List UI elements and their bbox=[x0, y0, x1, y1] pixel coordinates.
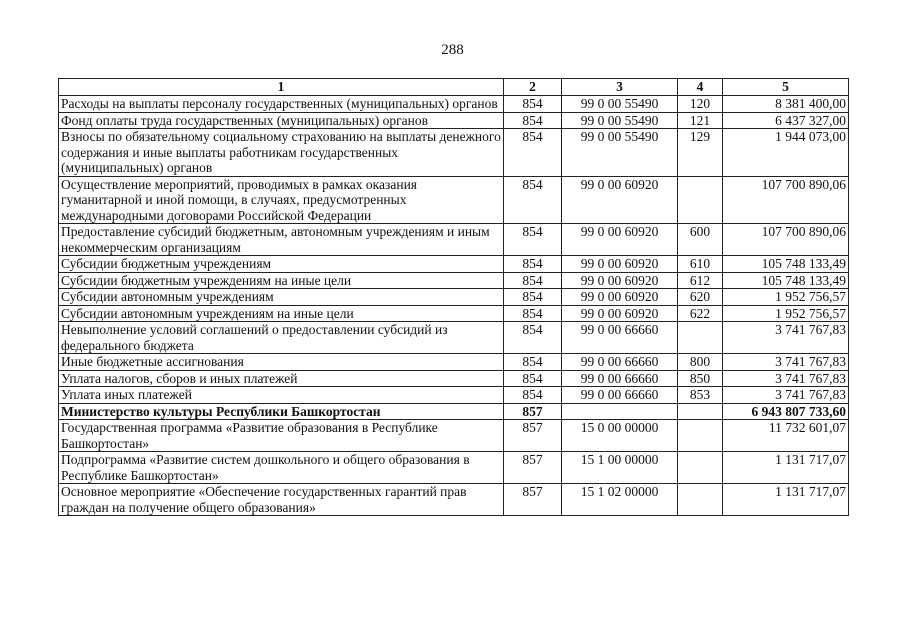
table-row bbox=[59, 96, 849, 113]
amount-cell: 1 952 756,57 bbox=[723, 305, 849, 322]
code-cell: 854 bbox=[504, 129, 562, 177]
type-cell: 121 bbox=[678, 112, 723, 129]
type-cell: 853 bbox=[678, 387, 723, 404]
code-cell: 854 bbox=[504, 224, 562, 256]
code-cell: 854 bbox=[504, 305, 562, 322]
table-row bbox=[59, 484, 849, 516]
code-cell: 854 bbox=[504, 112, 562, 129]
table-row bbox=[59, 224, 849, 256]
name-cell: Подпрограмма «Развитие систем дошкольного и общего образования в Республике Башкортостан» bbox=[59, 452, 504, 484]
header-col-4: 4 bbox=[678, 79, 723, 96]
amount-cell: 107 700 890,06 bbox=[723, 224, 849, 256]
target-cell: 15 0 00 00000 bbox=[562, 420, 678, 452]
target-cell: 99 0 00 55490 bbox=[562, 112, 678, 129]
table-header-row bbox=[59, 79, 849, 96]
amount-cell: 105 748 133,49 bbox=[723, 256, 849, 273]
code-cell: 857 bbox=[504, 452, 562, 484]
code-cell: 857 bbox=[504, 420, 562, 452]
amount-cell: 1 131 717,07 bbox=[723, 452, 849, 484]
target-cell: 99 0 00 60920 bbox=[562, 256, 678, 273]
amount-cell: 107 700 890,06 bbox=[723, 176, 849, 224]
target-cell: 15 1 02 00000 bbox=[562, 484, 678, 516]
table-row bbox=[59, 322, 849, 354]
code-cell: 854 bbox=[504, 256, 562, 273]
table-row bbox=[59, 176, 849, 224]
type-cell: 129 bbox=[678, 129, 723, 177]
table-body bbox=[59, 96, 849, 516]
type-cell bbox=[678, 452, 723, 484]
code-cell: 854 bbox=[504, 387, 562, 404]
header-col-1: 1 bbox=[59, 79, 504, 96]
code-cell: 857 bbox=[504, 484, 562, 516]
target-cell: 99 0 00 55490 bbox=[562, 96, 678, 113]
amount-cell: 3 741 767,83 bbox=[723, 354, 849, 371]
code-cell: 854 bbox=[504, 370, 562, 387]
name-cell: Министерство культуры Республики Башкортостан bbox=[59, 403, 504, 420]
table-row bbox=[59, 370, 849, 387]
amount-cell: 3 741 767,83 bbox=[723, 322, 849, 354]
name-cell: Взносы по обязательному социальному страхованию на выплаты денежного содержания и иные выплаты работникам государственных (муниципальных) органов bbox=[59, 129, 504, 177]
target-cell: 15 1 00 00000 bbox=[562, 452, 678, 484]
table-row bbox=[59, 305, 849, 322]
table-row bbox=[59, 112, 849, 129]
table-row bbox=[59, 289, 849, 306]
table-row bbox=[59, 272, 849, 289]
budget-table bbox=[58, 78, 849, 516]
type-cell bbox=[678, 484, 723, 516]
code-cell: 854 bbox=[504, 272, 562, 289]
table-row bbox=[59, 452, 849, 484]
name-cell: Государственная программа «Развитие образования в Республике Башкортостан» bbox=[59, 420, 504, 452]
header-col-2: 2 bbox=[504, 79, 562, 96]
target-cell bbox=[562, 403, 678, 420]
name-cell: Иные бюджетные ассигнования bbox=[59, 354, 504, 371]
target-cell: 99 0 00 60920 bbox=[562, 176, 678, 224]
code-cell: 854 bbox=[504, 322, 562, 354]
target-cell: 99 0 00 66660 bbox=[562, 322, 678, 354]
target-cell: 99 0 00 55490 bbox=[562, 129, 678, 177]
table-row bbox=[59, 387, 849, 404]
name-cell: Фонд оплаты труда государственных (муниципальных) органов bbox=[59, 112, 504, 129]
target-cell: 99 0 00 66660 bbox=[562, 387, 678, 404]
name-cell: Субсидии автономным учреждениям bbox=[59, 289, 504, 306]
table-row bbox=[59, 420, 849, 452]
type-cell: 622 bbox=[678, 305, 723, 322]
type-cell bbox=[678, 176, 723, 224]
type-cell bbox=[678, 403, 723, 420]
target-cell: 99 0 00 60920 bbox=[562, 289, 678, 306]
name-cell: Предоставление субсидий бюджетным, автономным учреждениям и иным некоммерческим организациям bbox=[59, 224, 504, 256]
name-cell: Основное мероприятие «Обеспечение государственных гарантий прав граждан на получение общего образования» bbox=[59, 484, 504, 516]
target-cell: 99 0 00 60920 bbox=[562, 224, 678, 256]
type-cell: 120 bbox=[678, 96, 723, 113]
table-row bbox=[59, 256, 849, 273]
code-cell: 854 bbox=[504, 289, 562, 306]
type-cell bbox=[678, 322, 723, 354]
type-cell bbox=[678, 420, 723, 452]
name-cell: Субсидии бюджетным учреждениям на иные цели bbox=[59, 272, 504, 289]
amount-cell: 11 732 601,07 bbox=[723, 420, 849, 452]
name-cell: Субсидии бюджетным учреждениям bbox=[59, 256, 504, 273]
amount-cell: 6 437 327,00 bbox=[723, 112, 849, 129]
name-cell: Расходы на выплаты персоналу государственных (муниципальных) органов bbox=[59, 96, 504, 113]
target-cell: 99 0 00 66660 bbox=[562, 370, 678, 387]
target-cell: 99 0 00 60920 bbox=[562, 272, 678, 289]
amount-cell: 1 952 756,57 bbox=[723, 289, 849, 306]
table-row bbox=[59, 129, 849, 177]
code-cell: 854 bbox=[504, 176, 562, 224]
page-number: 288 bbox=[441, 42, 464, 58]
name-cell: Осуществление мероприятий, проводимых в рамках оказания гуманитарной и иной помощи, в случаях, предусмотренных международными договорами Российской Федерации bbox=[59, 176, 504, 224]
target-cell: 99 0 00 66660 bbox=[562, 354, 678, 371]
table-row bbox=[59, 403, 849, 420]
name-cell: Уплата иных платежей bbox=[59, 387, 504, 404]
amount-cell: 3 741 767,83 bbox=[723, 370, 849, 387]
code-cell: 854 bbox=[504, 354, 562, 371]
amount-cell: 1 131 717,07 bbox=[723, 484, 849, 516]
code-cell: 857 bbox=[504, 403, 562, 420]
header-col-3: 3 bbox=[562, 79, 678, 96]
amount-cell: 105 748 133,49 bbox=[723, 272, 849, 289]
amount-cell: 6 943 807 733,60 bbox=[723, 403, 849, 420]
name-cell: Субсидии автономным учреждениям на иные цели bbox=[59, 305, 504, 322]
name-cell: Невыполнение условий соглашений о предоставлении субсидий из федерального бюджета bbox=[59, 322, 504, 354]
table-row bbox=[59, 354, 849, 371]
header-col-5: 5 bbox=[723, 79, 849, 96]
type-cell: 610 bbox=[678, 256, 723, 273]
type-cell: 600 bbox=[678, 224, 723, 256]
name-cell: Уплата налогов, сборов и иных платежей bbox=[59, 370, 504, 387]
amount-cell: 3 741 767,83 bbox=[723, 387, 849, 404]
amount-cell: 1 944 073,00 bbox=[723, 129, 849, 177]
type-cell: 800 bbox=[678, 354, 723, 371]
type-cell: 612 bbox=[678, 272, 723, 289]
code-cell: 854 bbox=[504, 96, 562, 113]
type-cell: 850 bbox=[678, 370, 723, 387]
type-cell: 620 bbox=[678, 289, 723, 306]
amount-cell: 8 381 400,00 bbox=[723, 96, 849, 113]
target-cell: 99 0 00 60920 bbox=[562, 305, 678, 322]
